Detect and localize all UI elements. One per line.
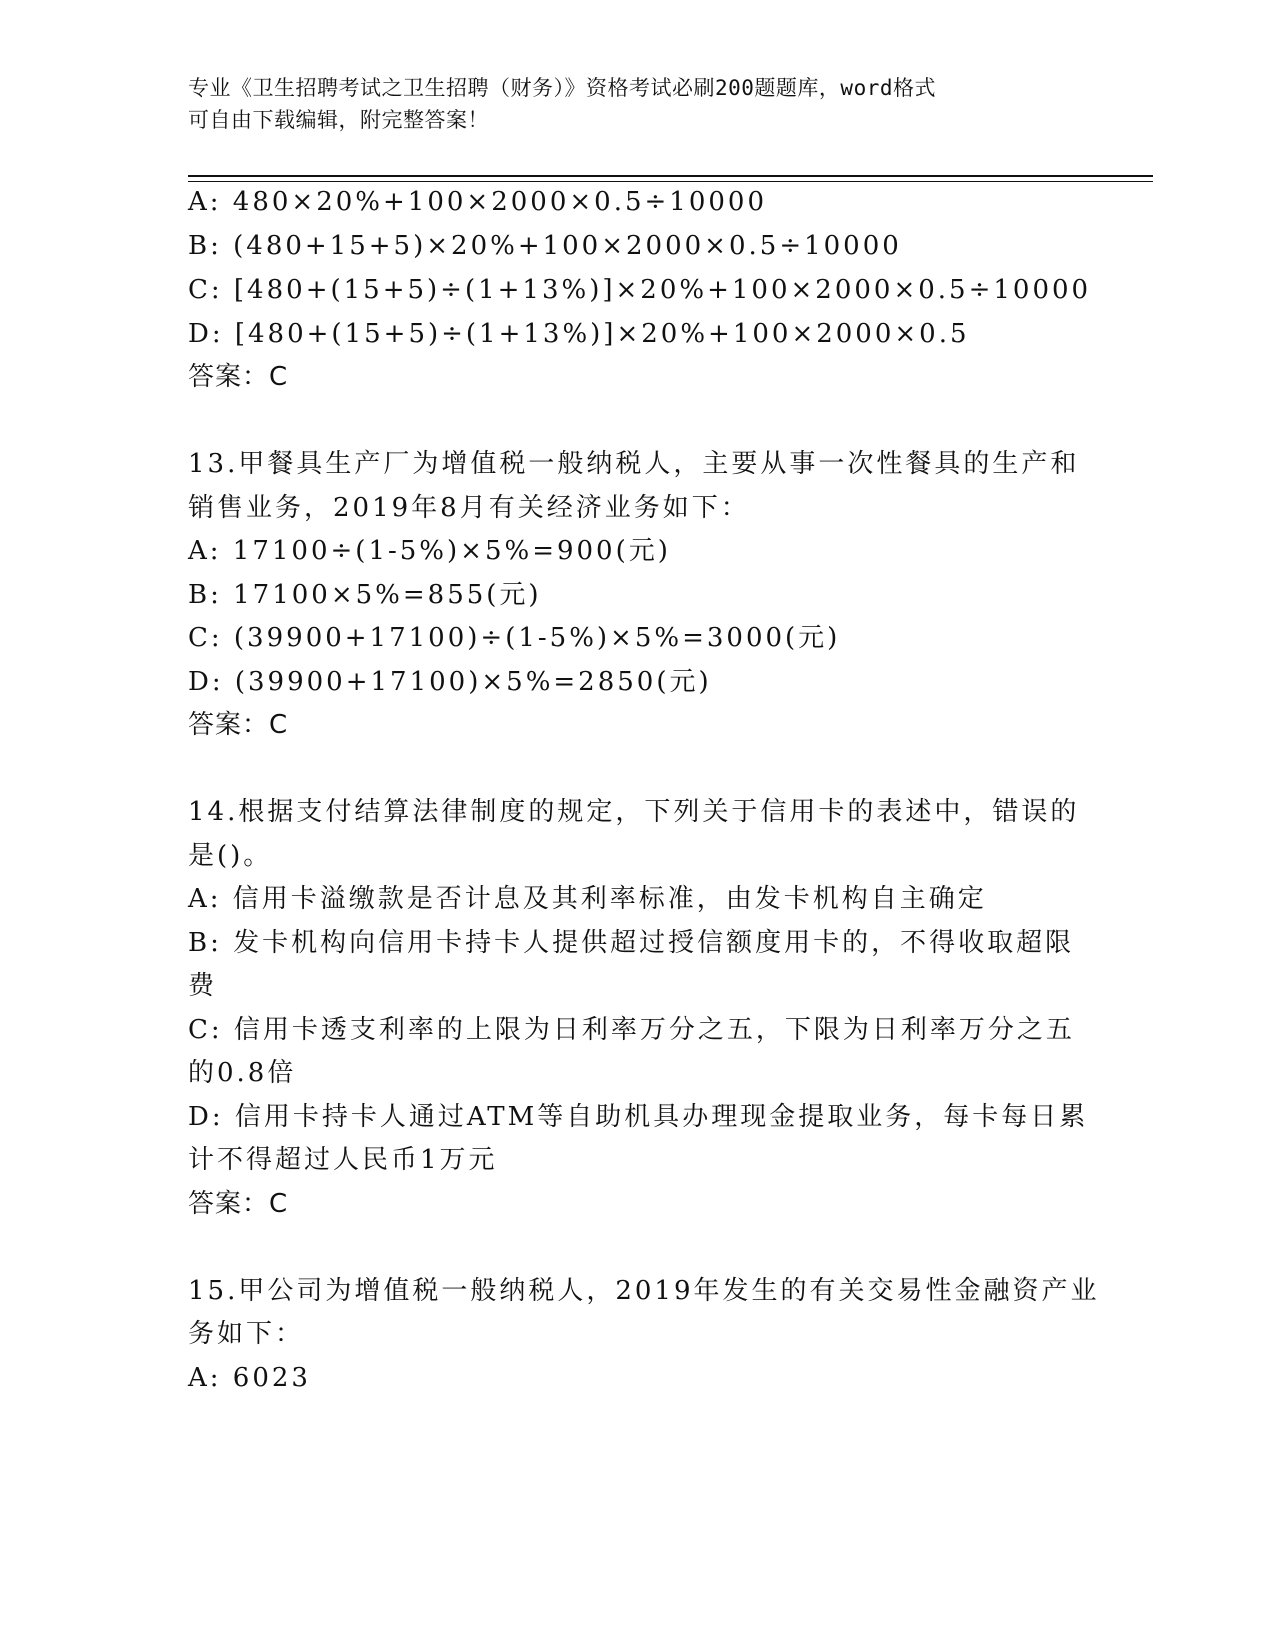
q14-option-c-line1: C: 信用卡透支利率的上限为日利率万分之五，下限为日利率万分之五 — [188, 1015, 1075, 1045]
q14-answer: 答案：C — [188, 1189, 289, 1219]
q14-option-c-line2: 的0.8倍 — [188, 1058, 297, 1088]
q14-stem-line2: 是()。 — [188, 841, 273, 871]
q14-option-b-line1: B: 发卡机构向信用卡持卡人提供超过授信额度用卡的，不得收取超限 — [188, 928, 1075, 958]
q13-option-d: D: (39900+17100)×5%=2850(元) — [188, 667, 712, 697]
document-header — [188, 72, 1068, 136]
q14-option-d-line2: 计不得超过人民币1万元 — [188, 1145, 498, 1175]
q14-option-d-line1: D: 信用卡持卡人通过ATM等自助机具办理现金提取业务，每卡每日累 — [188, 1102, 1089, 1132]
q12-option-c: C: [480+(15+5)÷(1+13%)]×20%+100×2000×0.5÷10000 — [188, 275, 1092, 305]
q15-stem-line2: 务如下： — [188, 1319, 305, 1349]
q15-option-a: A: 6023 — [188, 1363, 311, 1393]
q13-option-c: C: (39900+17100)÷(1-5%)×5%=3000(元) — [188, 623, 841, 653]
q12-option-d: D: [480+(15+5)÷(1+13%)]×20%+100×2000×0.5 — [188, 319, 970, 349]
q12-option-b: B: (480+15+5)×20%+100×2000×0.5÷10000 — [188, 231, 902, 261]
header-rule-thick — [188, 175, 1153, 177]
q14-stem-line1: 14.根据支付结算法律制度的规定，下列关于信用卡的表述中，错误的 — [188, 797, 1080, 827]
q13-answer: 答案：C — [188, 710, 289, 740]
header-title-line2: 可自由下载编辑，附完整答案！ — [188, 108, 489, 132]
header-title-line1: 专业《卫生招聘考试之卫生招聘（财务）》资格考试必刷200题题库，word格式 — [188, 76, 936, 100]
q15-stem-line1: 15.甲公司为增值税一般纳税人，2019年发生的有关交易性金融资产业 — [188, 1276, 1100, 1306]
q13-stem-line2: 销售业务，2019年8月有关经济业务如下： — [188, 493, 750, 523]
q12-answer: 答案：C — [188, 362, 289, 392]
q12-option-a: A: 480×20%+100×2000×0.5÷10000 — [188, 187, 767, 217]
header-rule-thin — [188, 181, 1153, 182]
q14-option-b-line2: 费 — [188, 971, 218, 1001]
q13-option-a: A: 17100÷(1-5%)×5%=900(元) — [188, 536, 671, 566]
q14-option-a: A: 信用卡溢缴款是否计息及其利率标准，由发卡机构自主确定 — [188, 884, 987, 914]
q13-stem-line1: 13.甲餐具生产厂为增值税一般纳税人，主要从事一次性餐具的生产和 — [188, 449, 1080, 479]
q13-option-b: B: 17100×5%=855(元) — [188, 580, 542, 610]
